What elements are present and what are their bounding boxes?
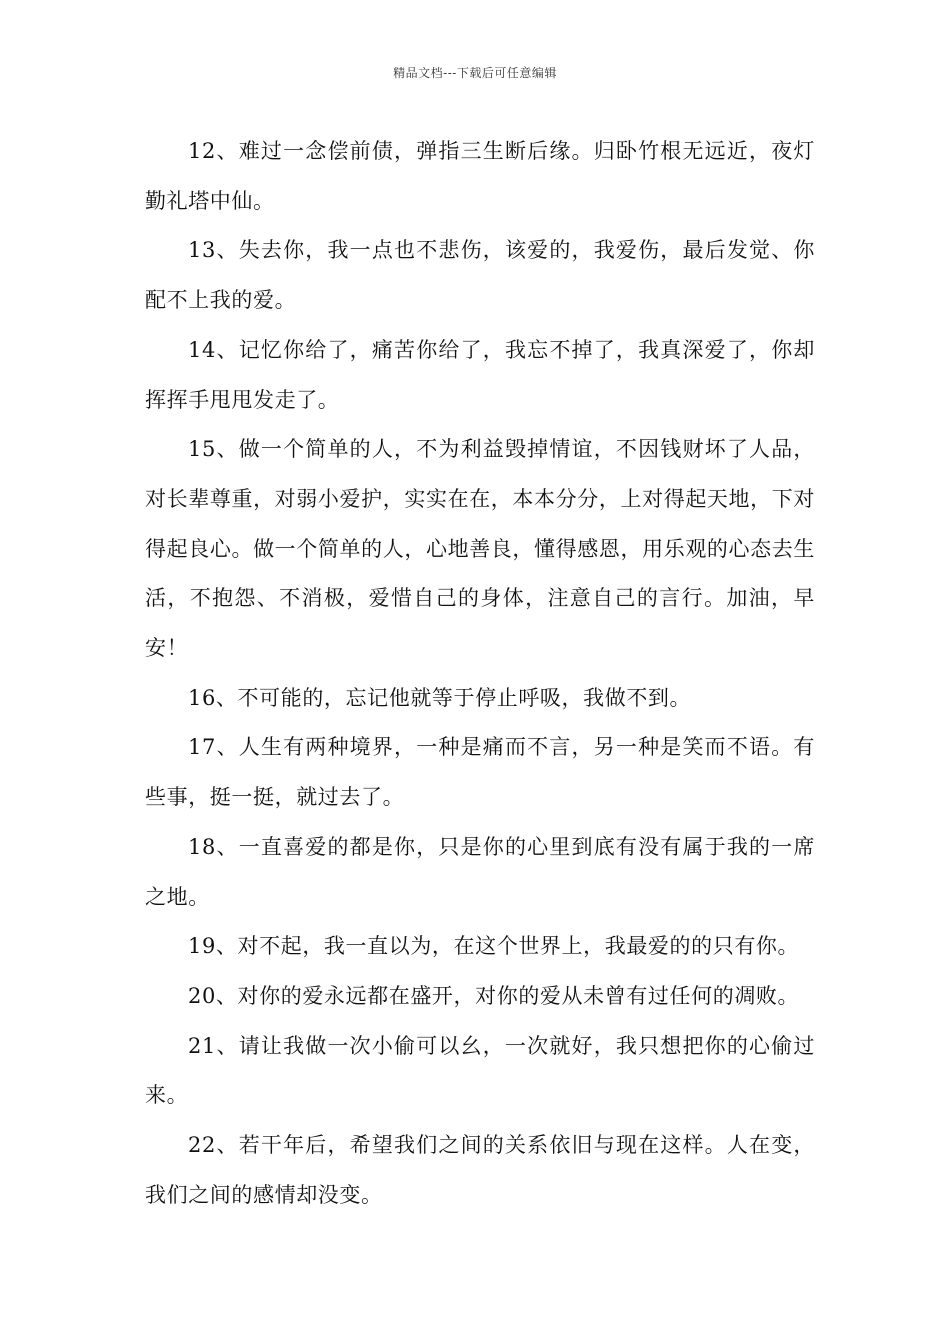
paragraph-20: 20、对你的爱永远都在盛开，对你的爱从未曾有过任何的凋败。: [188, 983, 800, 1008]
paragraph-16: 16、不可能的，忘记他就等于停止呼吸，我做不到。: [188, 685, 692, 710]
paragraph-19: 19、对不起，我一直以为，在这个世界上，我最爱的的只有你。: [188, 934, 800, 959]
paragraph-21: 21、请让我做一次小偷可以幺，一次就好，我只想把你的心偷过来。: [145, 1033, 815, 1108]
paragraph-22: 22、若干年后，希望我们之间的关系依旧与现在这样。人在变，我们之间的感情却没变。: [145, 1133, 815, 1207]
document-body: [145, 127, 815, 1220]
page-header: 精品文档---下载后可任意编辑: [393, 66, 557, 80]
paragraph-12: 12、难过一念偿前债，弹指三生断后缘。归卧竹根无远近，夜灯勤礼塔中仙。: [145, 139, 815, 213]
paragraph-14: 14、记忆你给了，痛苦你给了，我忘不掉了，我真深爱了，你却挥挥手甩甩发走了。: [145, 337, 815, 412]
paragraph-18: 18、一直喜爱的都是你，只是你的心里到底有没有属于我的一席之地。: [145, 834, 815, 909]
paragraph-15: 15、做一个简单的人，不为利益毁掉情谊，不因钱财坏了人品，对长辈尊重，对弱小爱护，实实在在，本本分分，上对得起天地，下对得起良心。做一个简单的人，心地善良，懂得感恩，用乐观的心态去生活，不抱怨、不消极，爱惜自己的身体，注意自己的言行。加油，早安！: [145, 437, 815, 661]
paragraph-17: 17、人生有两种境界，一种是痛而不言，另一种是笑而不语。有些事，挺一挺，就过去了。: [145, 735, 815, 810]
paragraph-13: 13、失去你，我一点也不悲伤，该爱的，我爱伤，最后发觉、你配不上我的爱。: [145, 238, 815, 313]
